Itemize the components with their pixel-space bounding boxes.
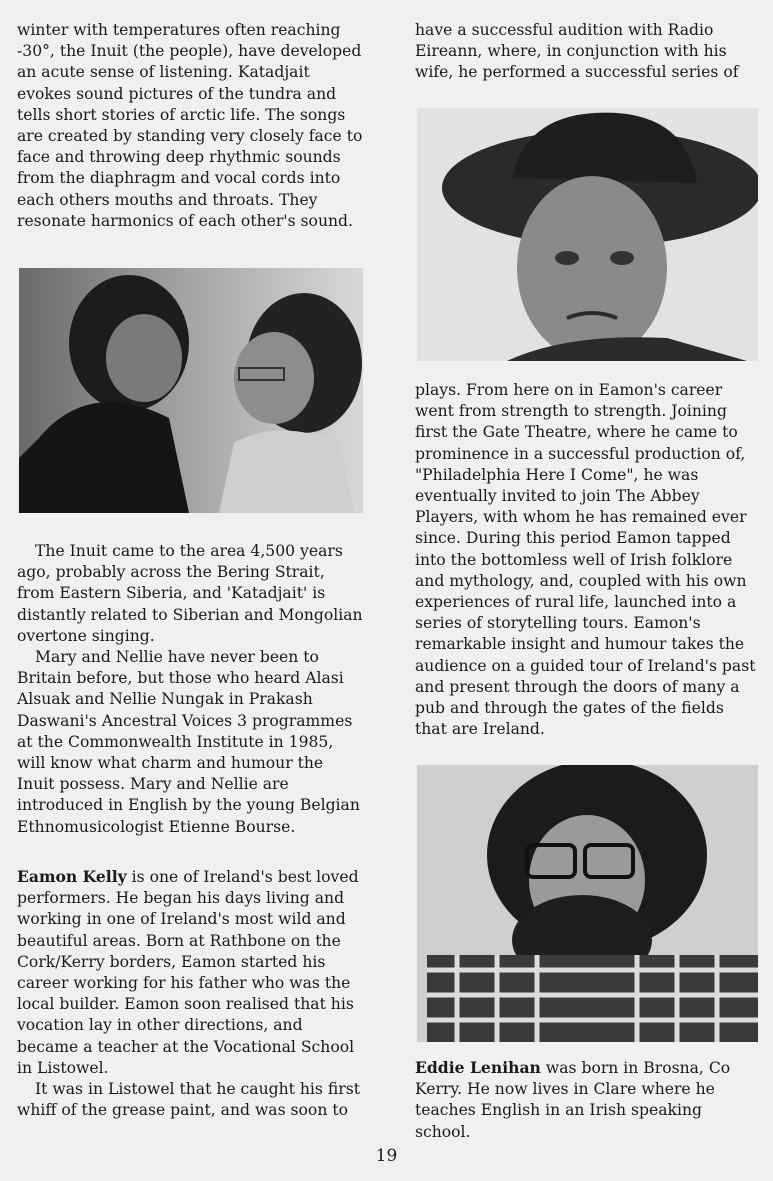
inuit-text-block — [17, 541, 365, 838]
audition-text-block — [415, 20, 760, 84]
inuit-paragraph: The Inuit came to the area 4,500 years ago, probably across the Bering Strait, from Eastern Siberia, and 'Katadjait' is distantly related to Siberian and Mongolian overtone singing. — [17, 542, 363, 645]
mary-nellie-paragraph: Mary and Nellie have never been to Britain before, but those who heard Alasi Alsuak and Nellie Nungak in Prakash Daswani's Ancestral Voices 3 programmes at the Commonwealth Institute in 1985, will know what charm and humour the Inuit possess. Mary and Nellie are introduced in English by the young Belgian Ethnomusicologist Etienne Bourse. — [17, 648, 360, 836]
eamon-paragraph — [17, 866, 365, 1079]
eamon-kelly-photo — [417, 108, 758, 361]
eddie-paragraph — [415, 1057, 760, 1143]
plays-paragraph: plays. From here on in Eamon's career went from strength to strength. Joining first the Gate Theatre, where he came to prominence in a successful production of, "Philadelphia Here I Come", he was eventually invited to join The Abbey Players, with whom he has remained ever since. During this period Eamon tapped into the bottomless well of Irish folklore and mythology, and, coupled with his own experiences of rural life, launched into a series of storytelling tours. Eamon's remarkable insight and humour takes the audience on a guided tour of Ireland's past and present through the doors of many a pub and through the gates of the fields that are Ireland. — [415, 381, 756, 739]
eddie-name: Eddie Lenihan — [415, 1058, 541, 1077]
intro-paragraph: winter with temperatures often reaching -30°, the Inuit (the people), have developed an acute sense of listening. Katadjait evokes sound pictures of the tundra and tells short stories of arctic life. The songs are created by standing very closely face to face and throwing deep rhythmic sounds from the diaphragm and vocal cords into each others mouths and throats. They resonate harmonics of each other's sound. — [17, 21, 363, 230]
eamon-text-block — [17, 866, 365, 1121]
audition-paragraph: have a successful audition with Radio Eireann, where, in conjunction with his wife, he performed a successful series of — [415, 21, 739, 82]
eddie-bio: was born in Brosna, Co Kerry. He now lives in Clare where he teaches English in an Irish speaking school. — [415, 1059, 731, 1141]
inuit-singers-photo — [19, 268, 363, 513]
plays-text-block — [415, 380, 760, 740]
eddie-lenihan-photo — [417, 765, 758, 1042]
eamon-bio: is one of Ireland's best loved performers. He began his days living and working in one of Ireland's most wild and beautiful areas. Born at Rathbone on the Cork/Kerry borders, Eamon started his career working for his father who was the local builder. Eamon soon realised that his vocation lay in other directions, and became a teacher at the Vocational School in Listowel. — [17, 868, 359, 1077]
page-number: 19 — [375, 1146, 398, 1166]
eamon-name: Eamon Kelly — [17, 867, 127, 886]
intro-text-block — [17, 20, 365, 232]
eddie-text-block — [415, 1057, 760, 1143]
listowel-paragraph: It was in Listowel that he caught his first whiff of the grease paint, and was soon to — [17, 1080, 360, 1120]
